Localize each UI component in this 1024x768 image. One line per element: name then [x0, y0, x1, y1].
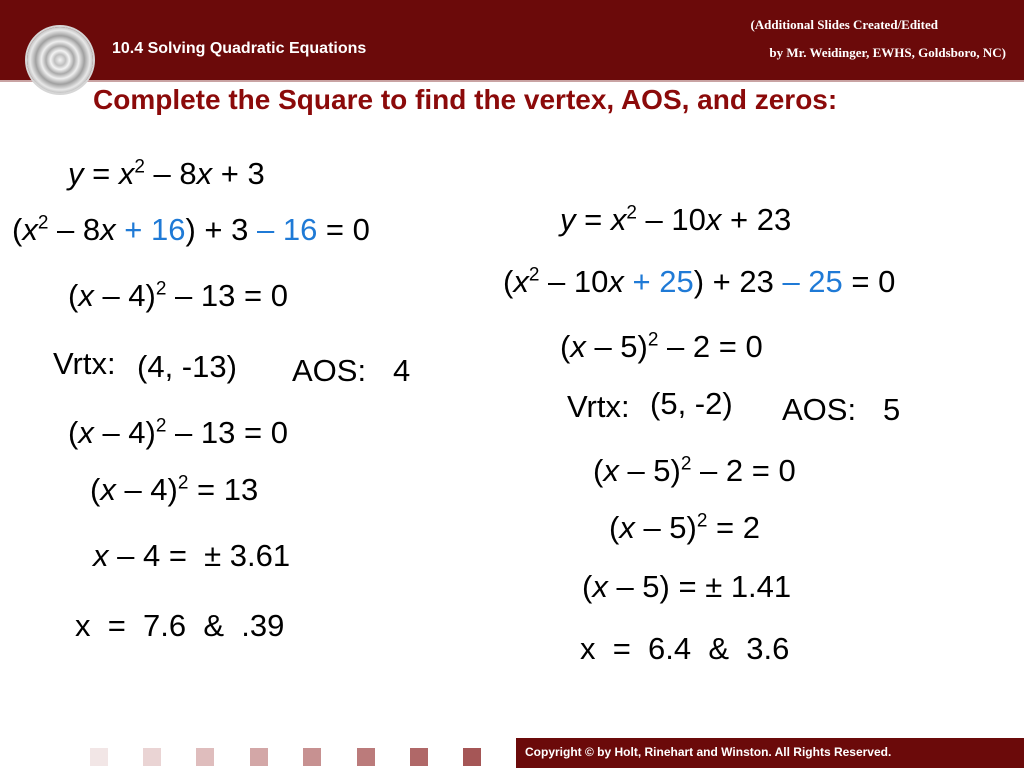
left-solutions: x = 7.6 & .39: [75, 608, 285, 643]
left-equation-5: (x – 4)$^2$ = 13: [90, 472, 259, 507]
credit-line-2: by Mr. Weidinger, EWHS, Goldsboro, NC): [769, 45, 1006, 60]
right-equation-2: $(x^2 - 10x + 25) + 23 - 25 = 0$: [503, 264, 896, 299]
decorative-square: [90, 748, 108, 766]
credit-line-1: (Additional Slides Created/Edited: [750, 17, 938, 32]
right-aos-value: 5: [883, 392, 901, 427]
right-equation-1: $y = x^2 - 10x + 23$: [560, 202, 792, 237]
spiral-logo-icon: [27, 27, 93, 93]
right-equation-3: (x – 5)$^2$ – 2 = 0: [560, 329, 763, 364]
section-title: 10.4 Solving Quadratic Equations: [112, 40, 367, 57]
left-aos-label: AOS:: [292, 353, 367, 388]
decorative-square: [250, 748, 268, 766]
left-equation-1: $y = x^2 - 8x + 3$: [68, 156, 265, 191]
right-equation-6: (x – 5) = ± 1.41: [582, 569, 792, 604]
decorative-square: [303, 748, 321, 766]
footer-bar: [516, 738, 1024, 768]
right-vertex-label: Vrtx:: [567, 389, 630, 424]
right-aos-label: AOS:: [782, 392, 857, 427]
left-aos-value: 4: [393, 353, 411, 388]
decorative-square: [463, 748, 481, 766]
header-divider: [0, 80, 1024, 82]
left-vertex-label: Vrtx:: [53, 346, 116, 381]
left-vertex-value: (4, -13): [137, 349, 237, 384]
decorative-square: [357, 748, 375, 766]
decorative-square: [143, 748, 161, 766]
slide-title: Complete the Square to find the vertex, AOS, and zeros:: [93, 84, 838, 115]
right-equation-4: (x – 5)$^2$ – 2 = 0: [593, 453, 796, 488]
right-vertex-value: (5, -2): [650, 386, 733, 421]
decorative-square: [410, 748, 428, 766]
right-equation-5: (x – 5)$^2$ = 2: [609, 510, 761, 545]
copyright-text: Copyright © by Holt, Rinehart and Winston. All Rights Reserved.: [525, 745, 892, 759]
left-equation-6: x – 4 = ± 3.61: [93, 538, 291, 573]
left-equation-2: $(x^2 - 8x + 16) + 3 - 16 = 0$: [12, 212, 370, 247]
left-equation-3: (x – 4)$^2$ – 13 = 0: [68, 278, 288, 313]
right-solutions: x = 6.4 & 3.6: [580, 631, 790, 666]
left-equation-4: (x – 4)$^2$ – 13 = 0: [68, 415, 288, 450]
decorative-square: [196, 748, 214, 766]
